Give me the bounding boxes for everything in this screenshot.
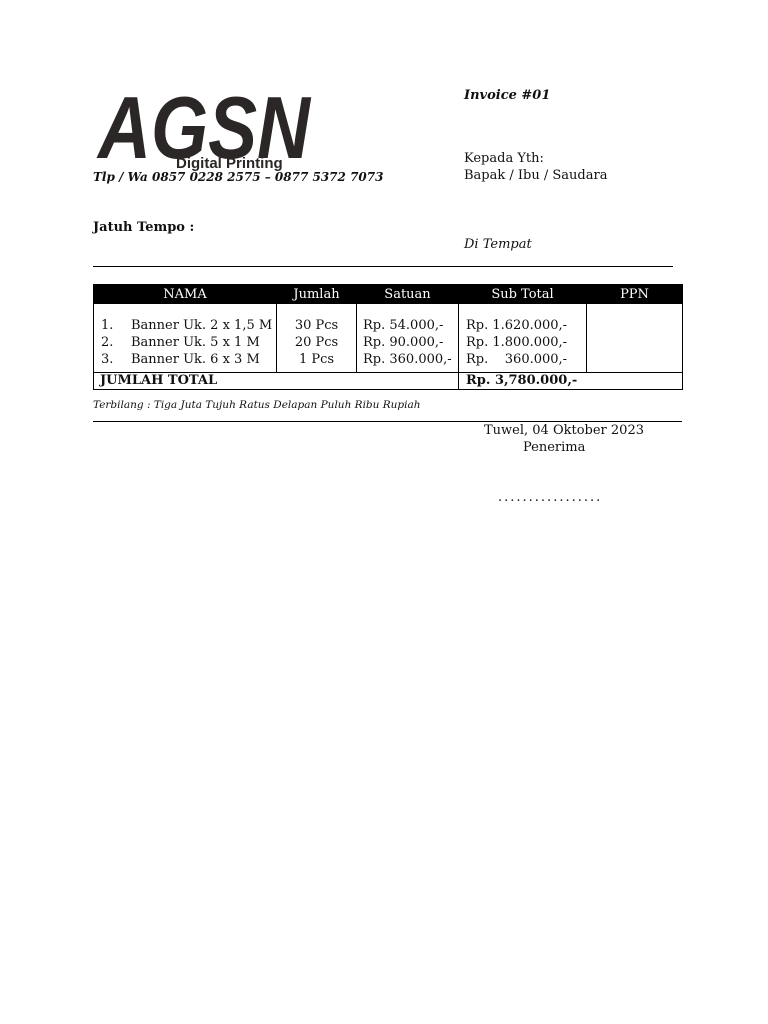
- table-header-row: [94, 285, 683, 304]
- item-name: 2. Banner Uk. 5 x 1 M: [101, 335, 260, 350]
- item-price-cell: [357, 304, 459, 373]
- item-subtotal: Rp. 360.000,-: [466, 352, 568, 367]
- due-date-label: Jatuh Tempo :: [93, 220, 195, 235]
- header-divider: [93, 266, 673, 267]
- item-qty-cell: [277, 304, 357, 373]
- invoice-items-table: [93, 284, 683, 390]
- item-ppn-cell: [587, 304, 683, 373]
- amount-in-words: Terbilang : Tiga Juta Tujuh Ratus Delapan Puluh Ribu Rupiah: [93, 399, 421, 411]
- contact-phone: Tlp / Wa 0857 0228 2575 – 0877 5372 7073: [93, 170, 384, 184]
- invoice-date: Tuwel, 04 Oktober 2023: [484, 423, 644, 438]
- signature-line: .................: [498, 490, 603, 505]
- company-logo: [96, 84, 316, 176]
- item-qty: 1 Pcs: [298, 352, 335, 367]
- item-subtotal: Rp. 1.800.000,-: [466, 335, 568, 350]
- total-label: JUMLAH TOTAL: [94, 373, 459, 390]
- footer-divider: [93, 421, 682, 422]
- item-name: 3. Banner Uk. 6 x 3 M: [101, 352, 260, 367]
- receiver-label: Penerima: [523, 440, 586, 455]
- column-header-ppn: PPN: [587, 285, 683, 304]
- item-subtotal-cell: [459, 304, 587, 373]
- item-price: Rp. 360.000,-: [363, 352, 452, 367]
- recipient-place: Di Tempat: [464, 237, 532, 252]
- item-name-cell: [94, 304, 277, 373]
- table-body-row: [94, 304, 683, 373]
- item-price: Rp. 90.000,-: [363, 335, 444, 350]
- column-header-subtotal: Sub Total: [459, 285, 587, 304]
- column-header-unit-price: Satuan: [357, 285, 459, 304]
- item-qty: 20 Pcs: [294, 335, 339, 350]
- logo-wordmark: AGSN: [96, 84, 313, 176]
- item-price: Rp. 54.000,-: [363, 318, 444, 333]
- item-subtotal: Rp. 1.620.000,-: [466, 318, 568, 333]
- logo-subtitle: Digital Printing: [176, 155, 283, 172]
- total-row: [94, 373, 683, 390]
- invoice-title: Invoice #01: [464, 88, 551, 103]
- total-value: Rp. 3,780.000,-: [459, 373, 683, 390]
- recipient-label: Kepada Yth:: [464, 151, 544, 166]
- item-qty: 30 Pcs: [294, 318, 339, 333]
- column-header-name: NAMA: [94, 285, 277, 304]
- item-name: 1. Banner Uk. 2 x 1,5 M: [101, 318, 273, 333]
- recipient-name: Bapak / Ibu / Saudara: [464, 168, 608, 183]
- column-header-qty: Jumlah: [277, 285, 357, 304]
